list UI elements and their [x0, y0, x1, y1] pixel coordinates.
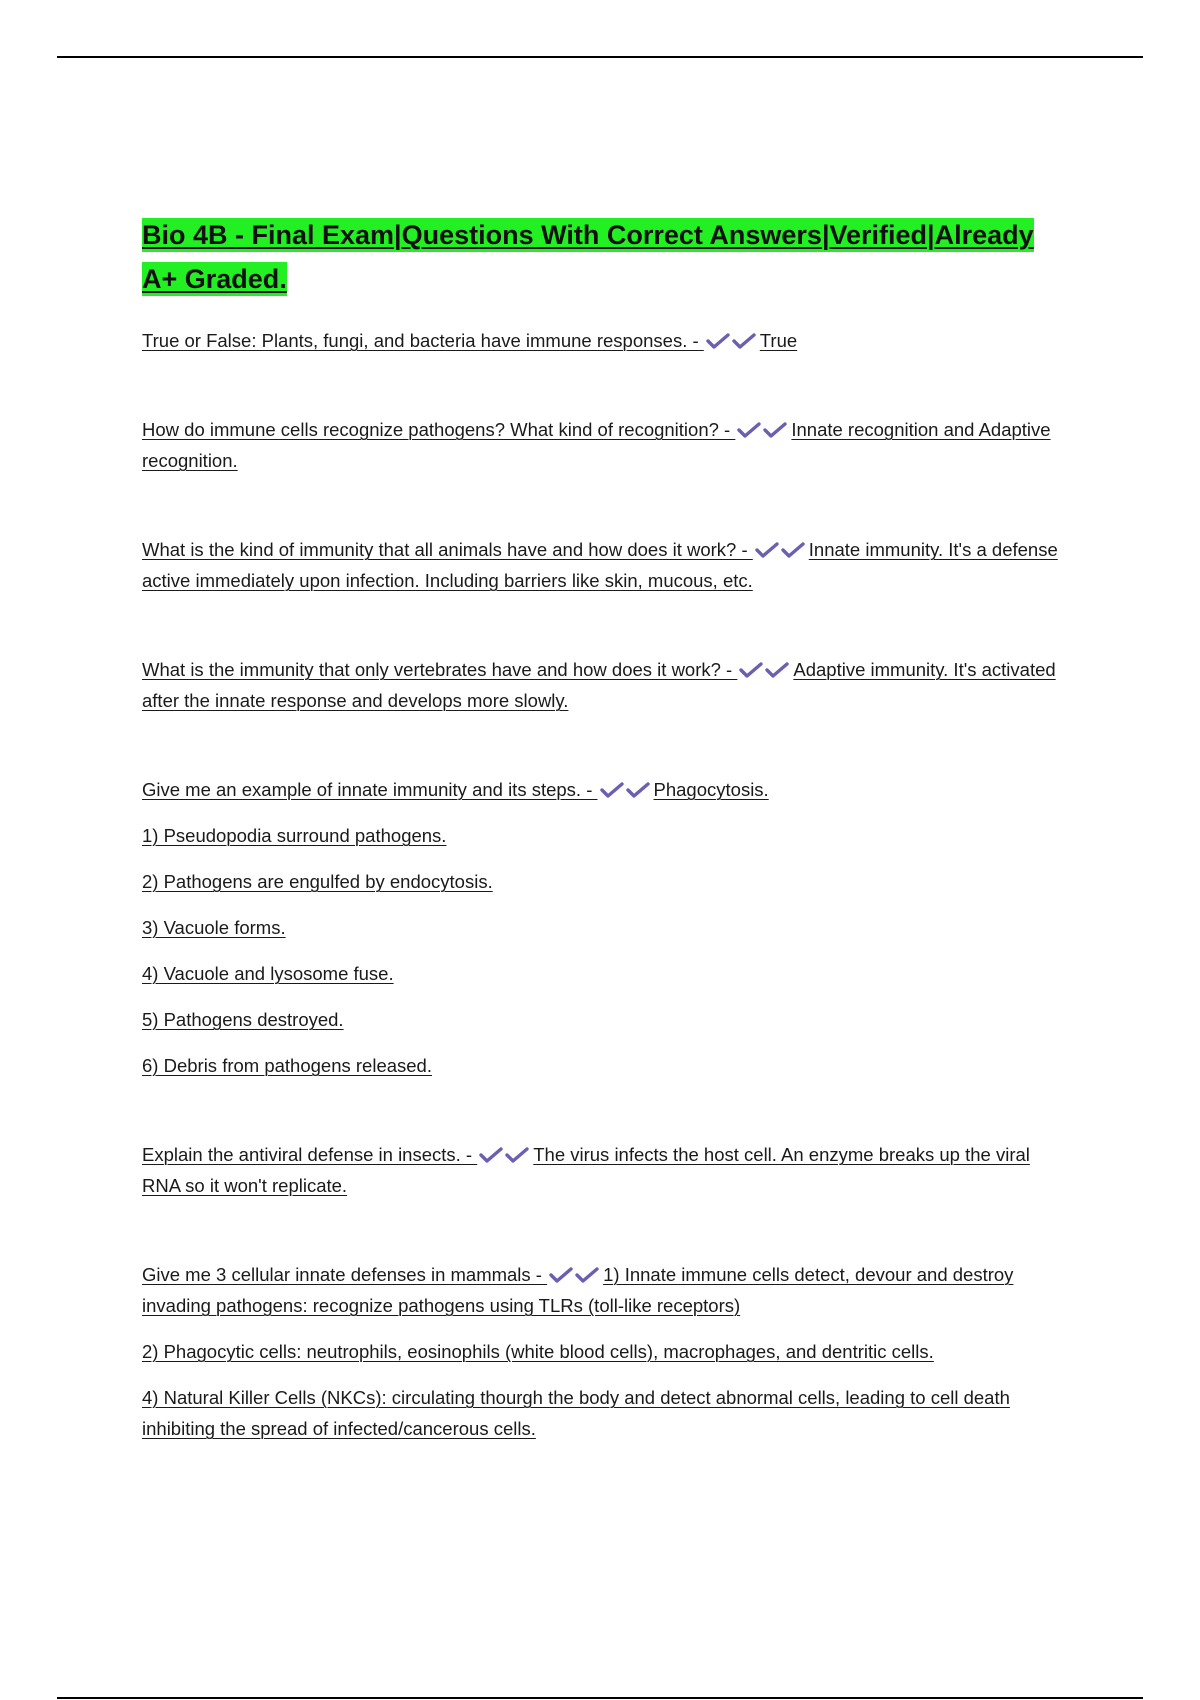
answer-text: Innate immunity. It's a defense active immediately upon infection. Including barriers like skin, mucous, etc. [142, 539, 1058, 591]
question-text: What is the immunity that only vertebrates have and how does it work? - [142, 659, 738, 680]
qa-line [142, 1139, 1062, 1201]
qa-extra-line: 3) Vacuole forms. [142, 917, 286, 938]
qa-extra-line: 2) Phagocytic cells: neutrophils, eosinophils (white blood cells), macrophages, and dentritic cells. [142, 1341, 934, 1362]
document-body [142, 213, 1062, 1502]
qa-extra-line: 6) Debris from pathogens released. [142, 1055, 432, 1076]
double-check-icon [755, 541, 807, 559]
qa-extra-line: 5) Pathogens destroyed. [142, 1009, 344, 1030]
qa-line [142, 774, 1062, 805]
answer-text: Phagocytosis. [653, 779, 769, 800]
question-text: Give me 3 cellular innate defenses in mammals - [142, 1264, 548, 1285]
double-check-icon [479, 1146, 531, 1164]
question-text: Explain the antiviral defense in insects. - [142, 1144, 478, 1165]
double-check-icon [600, 781, 652, 799]
qa-item-3 [142, 534, 1062, 596]
qa-list [142, 325, 1062, 1444]
qa-item-2 [142, 414, 1062, 476]
bottom-rule [57, 1697, 1143, 1699]
qa-item-4 [142, 654, 1062, 716]
question-text: How do immune cells recognize pathogens? What kind of recognition? - [142, 419, 736, 440]
double-check-icon [739, 661, 791, 679]
qa-extra-line: 4) Natural Killer Cells (NKCs): circulating thourgh the body and detect abnormal cells, leading to cell death inhibiting the spread of infected/cancerous cells. [142, 1387, 1010, 1439]
question-text: What is the kind of immunity that all animals have and how does it work? - [142, 539, 753, 560]
question-text: Give me an example of innate immunity and its steps. - [142, 779, 598, 800]
document-title [142, 213, 1062, 301]
answer-text: Adaptive immunity. It's activated after the innate response and develops more slowly. [142, 659, 1056, 711]
qa-line [142, 1259, 1062, 1321]
top-rule [57, 56, 1143, 58]
double-check-icon [706, 332, 758, 350]
qa-item-5 [142, 774, 1062, 1081]
qa-extra-line: 4) Vacuole and lysosome fuse. [142, 963, 394, 984]
qa-line [142, 534, 1062, 596]
answer-text: Innate recognition and Adaptive recognition. [142, 419, 1051, 471]
qa-item-1 [142, 325, 1062, 356]
answer-text: 1) Innate immune cells detect, devour and destroy invading pathogens: recognize pathogens using TLRs (toll-like receptors) [142, 1264, 1014, 1316]
answer-text: The virus infects the host cell. An enzyme breaks up the viral RNA so it won't replicate. [142, 1144, 1030, 1196]
qa-extra-line: 1) Pseudopodia surround pathogens. [142, 825, 447, 846]
question-text: True or False: Plants, fungi, and bacteria have immune responses. - [142, 330, 704, 351]
qa-item-6 [142, 1139, 1062, 1201]
qa-line [142, 414, 1062, 476]
answer-text: True [759, 330, 798, 351]
qa-line [142, 654, 1062, 716]
qa-extra-line: 2) Pathogens are engulfed by endocytosis. [142, 871, 493, 892]
title-highlight: Bio 4B - Final Exam|Questions With Correct Answers|Verified|Already A+ Graded. [142, 220, 1034, 294]
double-check-icon [549, 1266, 601, 1284]
double-check-icon [737, 421, 789, 439]
qa-line [142, 325, 1062, 356]
qa-item-7 [142, 1259, 1062, 1444]
